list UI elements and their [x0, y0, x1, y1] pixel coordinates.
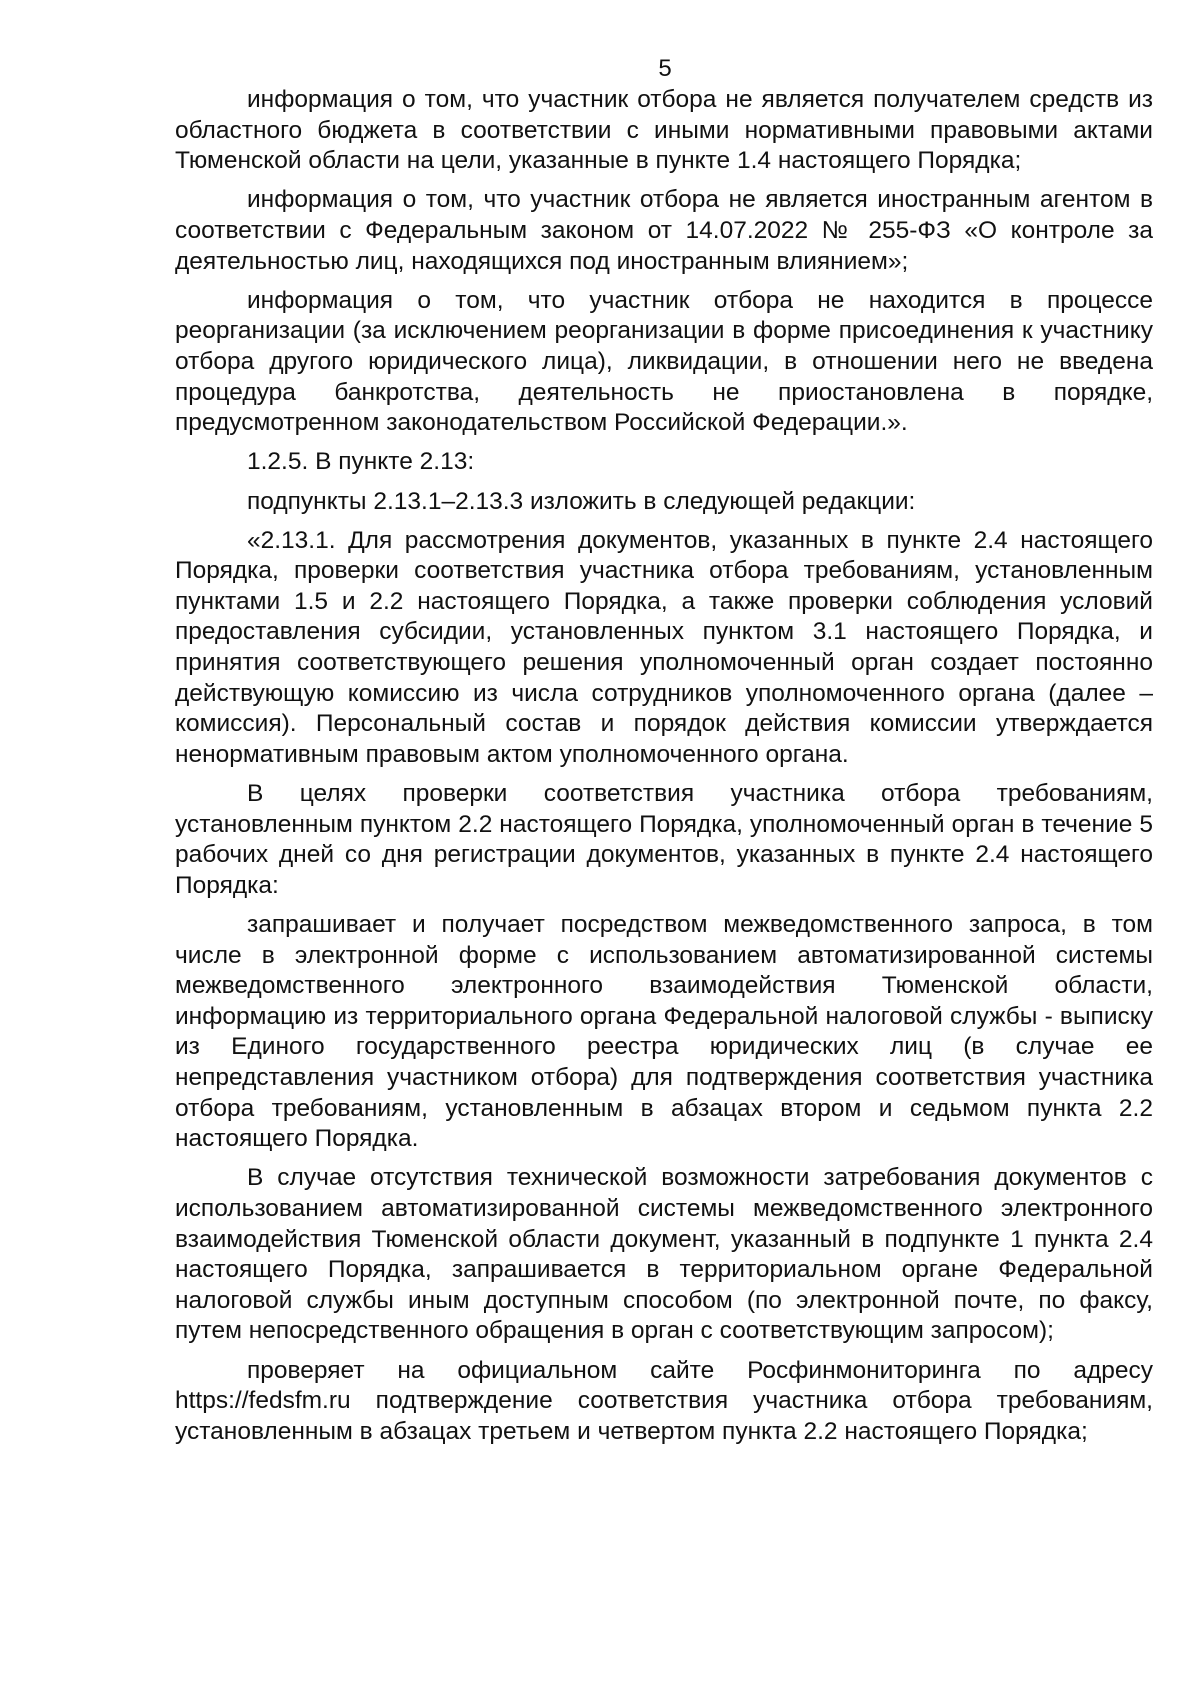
- paragraph-rosfinmonitoring-check: проверяет на официальном сайте Росфинмониторинга по адресу https://fedsfm.ru подтверждение соответствия участника отбора требованиям, установленным в абзацах третьем и четвертом пункта 2.2 настоящего Порядка;: [175, 1356, 1153, 1445]
- paragraph-technical-impossibility: В случае отсутствия технической возможности затребования документов с использованием автоматизированной системы межведомственного электронного взаимодействия Тюменской области документ, указанный в подпункте 1 пункта 2.4 настоящего Порядка, запрашивается в территориальном органе Федеральной налоговой службы иным доступным способом (по электронной почте, по факсу, путем непосредственного обращения в орган с соответствующим запросом);: [175, 1164, 1153, 1345]
- paragraph-info-not-budget-recipient: информация о том, что участник отбора не является получателем средств из областного бюджета в соответствии с иными нормативными правовыми актами Тюменской области на цели, указанные в пункте 1.4 настоящего Порядка;: [175, 86, 1153, 175]
- document-body: [175, 85, 1153, 1456]
- paragraph-clause-2-13-1: «2.13.1. Для рассмотрения документов, указанных в пункте 2.4 настоящего Порядка, проверки соответствия участника отбора требованиям, установленным пунктами 1.5 и 2.2 настоящего Порядка, а также проверки соблюдения условий предоставления субсидии, установленных пунктом 3.1 настоящего Порядка, и принятия соответствующего решения уполномоченный орган создает постоянно действующую комиссию из числа сотрудников уполномоченного органа (далее – комиссия). Персональный состав и порядок действия комиссии утверждается ненормативным правовым актом уполномоченного органа.: [175, 526, 1153, 768]
- paragraph-interagency-request: запрашивает и получает посредством межведомственного запроса, в том числе в электронной форме с использованием автоматизированной системы межведомственного электронного взаимодействия Тюменской области, информацию из территориального органа Федеральной налоговой службы - выписку из Единого государственного реестра юридических лиц (в случае ее непредставления участником отбора) для подтверждения соответствия участника отбора требованиям, установленным в абзацах втором и седьмом пункта 2.2 настоящего Порядка.: [175, 911, 1153, 1153]
- paragraph-info-not-reorganization: информация о том, что участник отбора не находится в процессе реорганизации (за исключением реорганизации в форме присоединения к участнику отбора другого юридического лица), ликвидации, в отношении него не введена процедура банкротства, деятельность не приостановлена в порядке, предусмотренном законодательством Российской Федерации.».: [175, 286, 1153, 437]
- page-number: 5: [658, 55, 672, 82]
- paragraph-info-not-foreign-agent: информация о том, что участник отбора не является иностранным агентом в соответствии с Федеральным законом от 14.07.2022 № 255-ФЗ «О контроле за деятельностью лиц, находящихся под иностранным влиянием»;: [175, 186, 1153, 275]
- paragraph-verification-purpose: В целях проверки соответствия участника отбора требованиям, установленным пунктом 2.2 настоящего Порядка, уполномоченный орган в течение 5 рабочих дней со дня регистрации документов, указанных в пункте 2.4 настоящего Порядка:: [175, 780, 1153, 899]
- paragraph-subclauses-intro: подпункты 2.13.1–2.13.3 изложить в следующей редакции:: [247, 487, 916, 515]
- paragraph-clause-1-2-5: 1.2.5. В пункте 2.13:: [247, 448, 475, 476]
